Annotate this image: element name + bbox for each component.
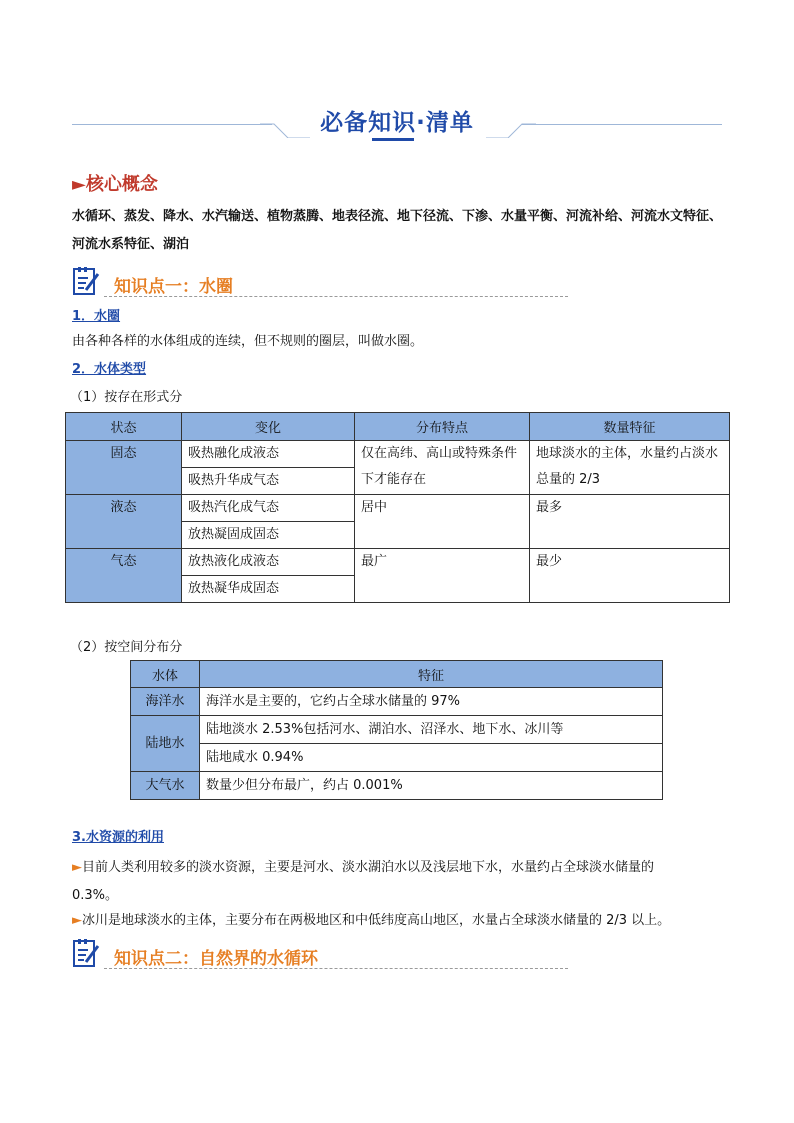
core-concept-text: 水循环、蒸发、降水、水汽输送、植物蒸腾、地表径流、地下径流、下渗、水量平衡、河流补给、河流水文特征、河流水系特征、湖泊 <box>72 209 723 252</box>
kp1-divider <box>104 296 568 297</box>
s3-paragraph-1 <box>72 854 732 910</box>
table-header: 状态 <box>66 413 182 441</box>
distribution-cell: 仅在高纬、高山或特殊条件下才能存在 <box>355 441 530 495</box>
change-cell: 吸热升华成气态 <box>182 468 355 495</box>
core-concept-title: ►核心概念 <box>72 174 158 195</box>
water-type-cell: 海洋水 <box>131 688 200 716</box>
feature-cell: 海洋水是主要的，它约占全球水储量的 97% <box>200 688 663 716</box>
s3-p1-text-end: 0.3%。 <box>72 888 119 903</box>
kp2-divider <box>104 968 568 969</box>
change-cell: 吸热汽化成气态 <box>182 495 355 522</box>
water-type-cell: 陆地水 <box>131 716 200 772</box>
s1-text: 由各种各样的水体组成的连续，但不规则的圈层，叫做水圈。 <box>72 334 424 349</box>
t2-caption: （2）按空间分布分 <box>70 640 183 655</box>
change-cell: 放热凝固成固态 <box>182 522 355 549</box>
change-cell: 放热液化成液态 <box>182 549 355 576</box>
banner-title: 必备知识·清单 <box>320 110 474 136</box>
banner-underline <box>372 138 414 141</box>
s3-heading: 3.水资源的利用 <box>72 830 164 845</box>
quantity-cell: 最少 <box>530 549 730 603</box>
table-row <box>131 688 663 716</box>
kp2-title: 知识点二：自然界的水循环 <box>114 949 318 969</box>
bullet-arrow-icon: ► <box>72 913 82 928</box>
table-header: 水体 <box>131 661 200 688</box>
state-cell: 固态 <box>66 441 182 495</box>
s3-p1-text: 目前人类利用较多的淡水资源，主要是河水、淡水湖泊水以及浅层地下水，水量约占全球淡水储量的 <box>82 860 655 875</box>
quantity-cell: 最多 <box>530 495 730 549</box>
water-type-cell: 大气水 <box>131 772 200 800</box>
table-header: 分布特点 <box>355 413 530 441</box>
notepad-icon <box>72 938 100 968</box>
s2-heading: 2．水体类型 <box>72 362 147 377</box>
distribution-cell: 最广 <box>355 549 530 603</box>
table-header: 特征 <box>200 661 663 688</box>
s1-heading: 1．水圈 <box>72 309 121 324</box>
feature-cell: 数量少但分布最广，约占 0.001% <box>200 772 663 800</box>
notepad-icon <box>72 266 100 296</box>
kp1-title: 知识点一：水圈 <box>114 277 233 297</box>
table-row <box>66 441 730 468</box>
quantity-cell: 地球淡水的主体，水量约占淡水总量的 2/3 <box>530 441 730 495</box>
table-row <box>131 744 663 772</box>
distribution-cell: 居中 <box>355 495 530 549</box>
table-row <box>131 772 663 800</box>
table-row <box>131 716 663 744</box>
state-cell: 液态 <box>66 495 182 549</box>
feature-cell: 陆地咸水 0.94% <box>200 744 663 772</box>
s3-p2-text: 冰川是地球淡水的主体，主要分布在两极地区和中低纬度高山地区，水量占全球淡水储量的 2/3 以上。 <box>82 913 671 928</box>
state-cell: 气态 <box>66 549 182 603</box>
table-header: 变化 <box>182 413 355 441</box>
change-cell: 吸热融化成液态 <box>182 441 355 468</box>
table-header: 数量特征 <box>530 413 730 441</box>
table-header-row <box>66 413 730 441</box>
bullet-arrow-icon: ► <box>72 860 82 875</box>
table-row <box>66 549 730 576</box>
t1-caption: （1）按存在形式分 <box>70 390 183 405</box>
table-row <box>66 495 730 522</box>
state-table <box>65 412 730 603</box>
change-cell: 放热凝华成固态 <box>182 576 355 603</box>
s3-paragraph-2 <box>72 909 732 928</box>
spatial-table <box>130 660 663 800</box>
feature-cell: 陆地淡水 2.53%包括河水、湖泊水、沼泽水、地下水、冰川等 <box>200 716 663 744</box>
table-header-row <box>131 661 663 688</box>
